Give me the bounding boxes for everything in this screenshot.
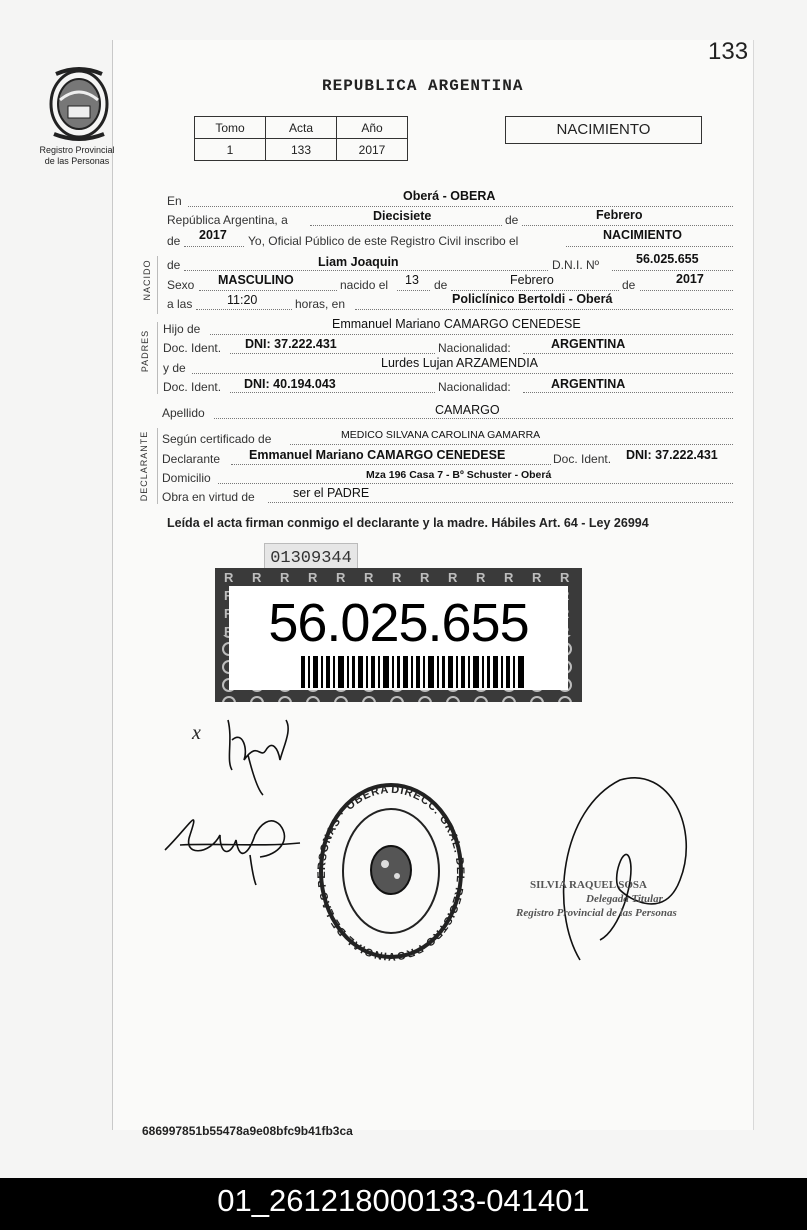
certificado-label: Según certificado de (162, 432, 272, 446)
child-dni-value: 56.025.655 (636, 252, 699, 266)
dotted-line (210, 334, 733, 335)
dni-label: D.N.I. Nº (552, 258, 600, 272)
dotted-line (230, 392, 435, 393)
registry-label-line2: de las Personas (44, 156, 110, 166)
document-hash: 686997851b55478a9e08bfc9b41fb3ca (142, 1124, 353, 1138)
domicilio-label: Domicilio (162, 471, 211, 485)
declarant-value: Emmanuel Mariano CAMARGO CENEDESE (249, 448, 506, 462)
surname-value: CAMARGO (435, 403, 500, 417)
dotted-line (612, 270, 733, 271)
declarante-label: Declarante (162, 452, 221, 466)
en-label: En (167, 194, 182, 208)
nacido-label: nacido el (340, 278, 389, 292)
value-tomo: 1 (195, 139, 266, 161)
inscription-type-value: NACIMIENTO (603, 228, 682, 242)
header-anio: Año (337, 117, 408, 139)
dotted-line (199, 290, 337, 291)
child-name-value: Liam Joaquin (318, 255, 399, 269)
oficial-text: Yo, Oficial Público de este Registro Civil inscribo el (248, 234, 519, 248)
doc-ident3-label: Doc. Ident. (553, 452, 612, 466)
page-number: 133 (708, 38, 749, 65)
mother-doc-value: DNI: 40.194.043 (244, 377, 336, 391)
father-nationality-value: ARGENTINA (551, 337, 626, 351)
value-anio: 2017 (337, 139, 408, 161)
official-seal (315, 780, 467, 962)
doc-ident-label: Doc. Ident. (163, 341, 222, 355)
official-stamp (516, 878, 677, 920)
sticker-label (229, 586, 568, 690)
dotted-line (218, 483, 733, 484)
mother-nationality-value: ARGENTINA (551, 377, 626, 391)
declarant-doc-value: DNI: 37.222.431 (626, 448, 718, 462)
horas-label: horas, en (295, 297, 346, 311)
dotted-line (192, 373, 733, 374)
closing-note: Leída el acta firman conmigo el declarante y la madre. Hábiles Art. 64 - Ley 26994 (167, 516, 649, 530)
padres-tab: PADRES (140, 329, 150, 373)
document-title: REPUBLICA ARGENTINA (322, 77, 524, 95)
obra-value: ser el PADRE (293, 486, 370, 500)
signature-mark: x (192, 722, 201, 744)
birth-month-value: Febrero (510, 273, 554, 287)
de2-label: de (167, 258, 181, 272)
year-value: 2017 (199, 228, 227, 242)
birth-year-value: 2017 (676, 272, 704, 286)
certificate-value: MEDICO SILVANA CAROLINA GAMARRA (341, 429, 541, 441)
dotted-line (522, 225, 733, 226)
obra-label: Obra en virtud de (162, 490, 255, 504)
doc-ident2-label: Doc. Ident. (163, 380, 222, 394)
dotted-line (268, 502, 733, 503)
de3-label: de (434, 278, 448, 292)
mother-name-value: Lurdes Lujan ARZAMENDIA (381, 356, 539, 370)
registry-label-line1: Registro Provincial (39, 145, 115, 155)
dotted-line (355, 309, 733, 310)
nacido-tab: NACIDO (142, 259, 152, 301)
official-office: Registro Provincial de las Personas (516, 907, 677, 919)
dotted-line (184, 246, 244, 247)
barcode-icon (301, 656, 526, 688)
dotted-line (230, 353, 435, 354)
header-acta: Acta (266, 117, 337, 139)
birth-time-value: 11:20 (227, 293, 258, 307)
dotted-line (523, 353, 733, 354)
sexo-label: Sexo (167, 278, 195, 292)
footer-code: 01_261218000133-041401 (217, 1183, 590, 1218)
dotted-line (184, 270, 548, 271)
record-table (194, 116, 408, 161)
seal-text: DIRECC. GRAL. DEL REGISTRO PROVINCIAL DE LAS PERSONAS · OBERÁ (315, 783, 467, 962)
dotted-line (290, 444, 733, 445)
official-role: Delegada Titular (586, 893, 663, 905)
nacionalidad-label: Nacionalidad: (438, 341, 511, 355)
alas-label: a las (167, 297, 193, 311)
section-divider (157, 322, 158, 394)
de-label: de (505, 213, 519, 227)
place-value: Oberá - OBERA (403, 189, 496, 203)
record-type-box: NACIMIENTO (505, 116, 702, 144)
address-value: Mza 196 Casa 7 - Bº Schuster - Oberá (366, 469, 552, 481)
dotted-line (640, 290, 733, 291)
dotted-line (523, 392, 733, 393)
dotted-line (310, 225, 502, 226)
birth-day-value: 13 (405, 273, 419, 287)
month-value: Febrero (596, 208, 643, 222)
header-tomo: Tomo (195, 117, 266, 139)
footer-code-bar (0, 1178, 807, 1230)
signature-official (540, 770, 700, 975)
value-acta: 133 (266, 139, 337, 161)
nacionalidad2-label: Nacionalidad: (438, 380, 511, 394)
father-doc-value: DNI: 37.222.431 (245, 337, 337, 351)
sticker-number: 56.025.655 (268, 593, 529, 653)
section-divider (157, 428, 158, 504)
declarante-tab: DECLARANTE (139, 430, 149, 502)
dotted-line (566, 246, 733, 247)
day-word-value: Diecisiete (373, 209, 432, 223)
dotted-line (231, 464, 551, 465)
birth-place-value: Policlínico Bertoldi - Oberá (452, 292, 613, 306)
official-name: SILVIA RAQUEL SOSA (530, 879, 647, 891)
dni-sticker (215, 568, 582, 702)
sex-value: MASCULINO (218, 273, 294, 287)
de4-label: de (622, 278, 636, 292)
registry-label (28, 145, 126, 167)
dotted-line (214, 418, 733, 419)
republica-label: República Argentina, a (167, 213, 288, 227)
section-divider (157, 256, 158, 314)
province-emblem-icon (44, 64, 114, 142)
apellido-label: Apellido (162, 406, 205, 420)
dotted-line (196, 309, 292, 310)
yde-label: y de (163, 361, 186, 375)
signature-declarant (188, 700, 308, 805)
dotted-line (188, 206, 733, 207)
hijo-label: Hijo de (163, 322, 201, 336)
dotted-line (451, 290, 619, 291)
dotted-line (397, 290, 430, 291)
signature-mother (160, 795, 310, 900)
year-prefix-label: de (167, 234, 181, 248)
father-name-value: Emmanuel Mariano CAMARGO CENEDESE (332, 317, 581, 331)
control-number: 01309344 (264, 543, 358, 575)
